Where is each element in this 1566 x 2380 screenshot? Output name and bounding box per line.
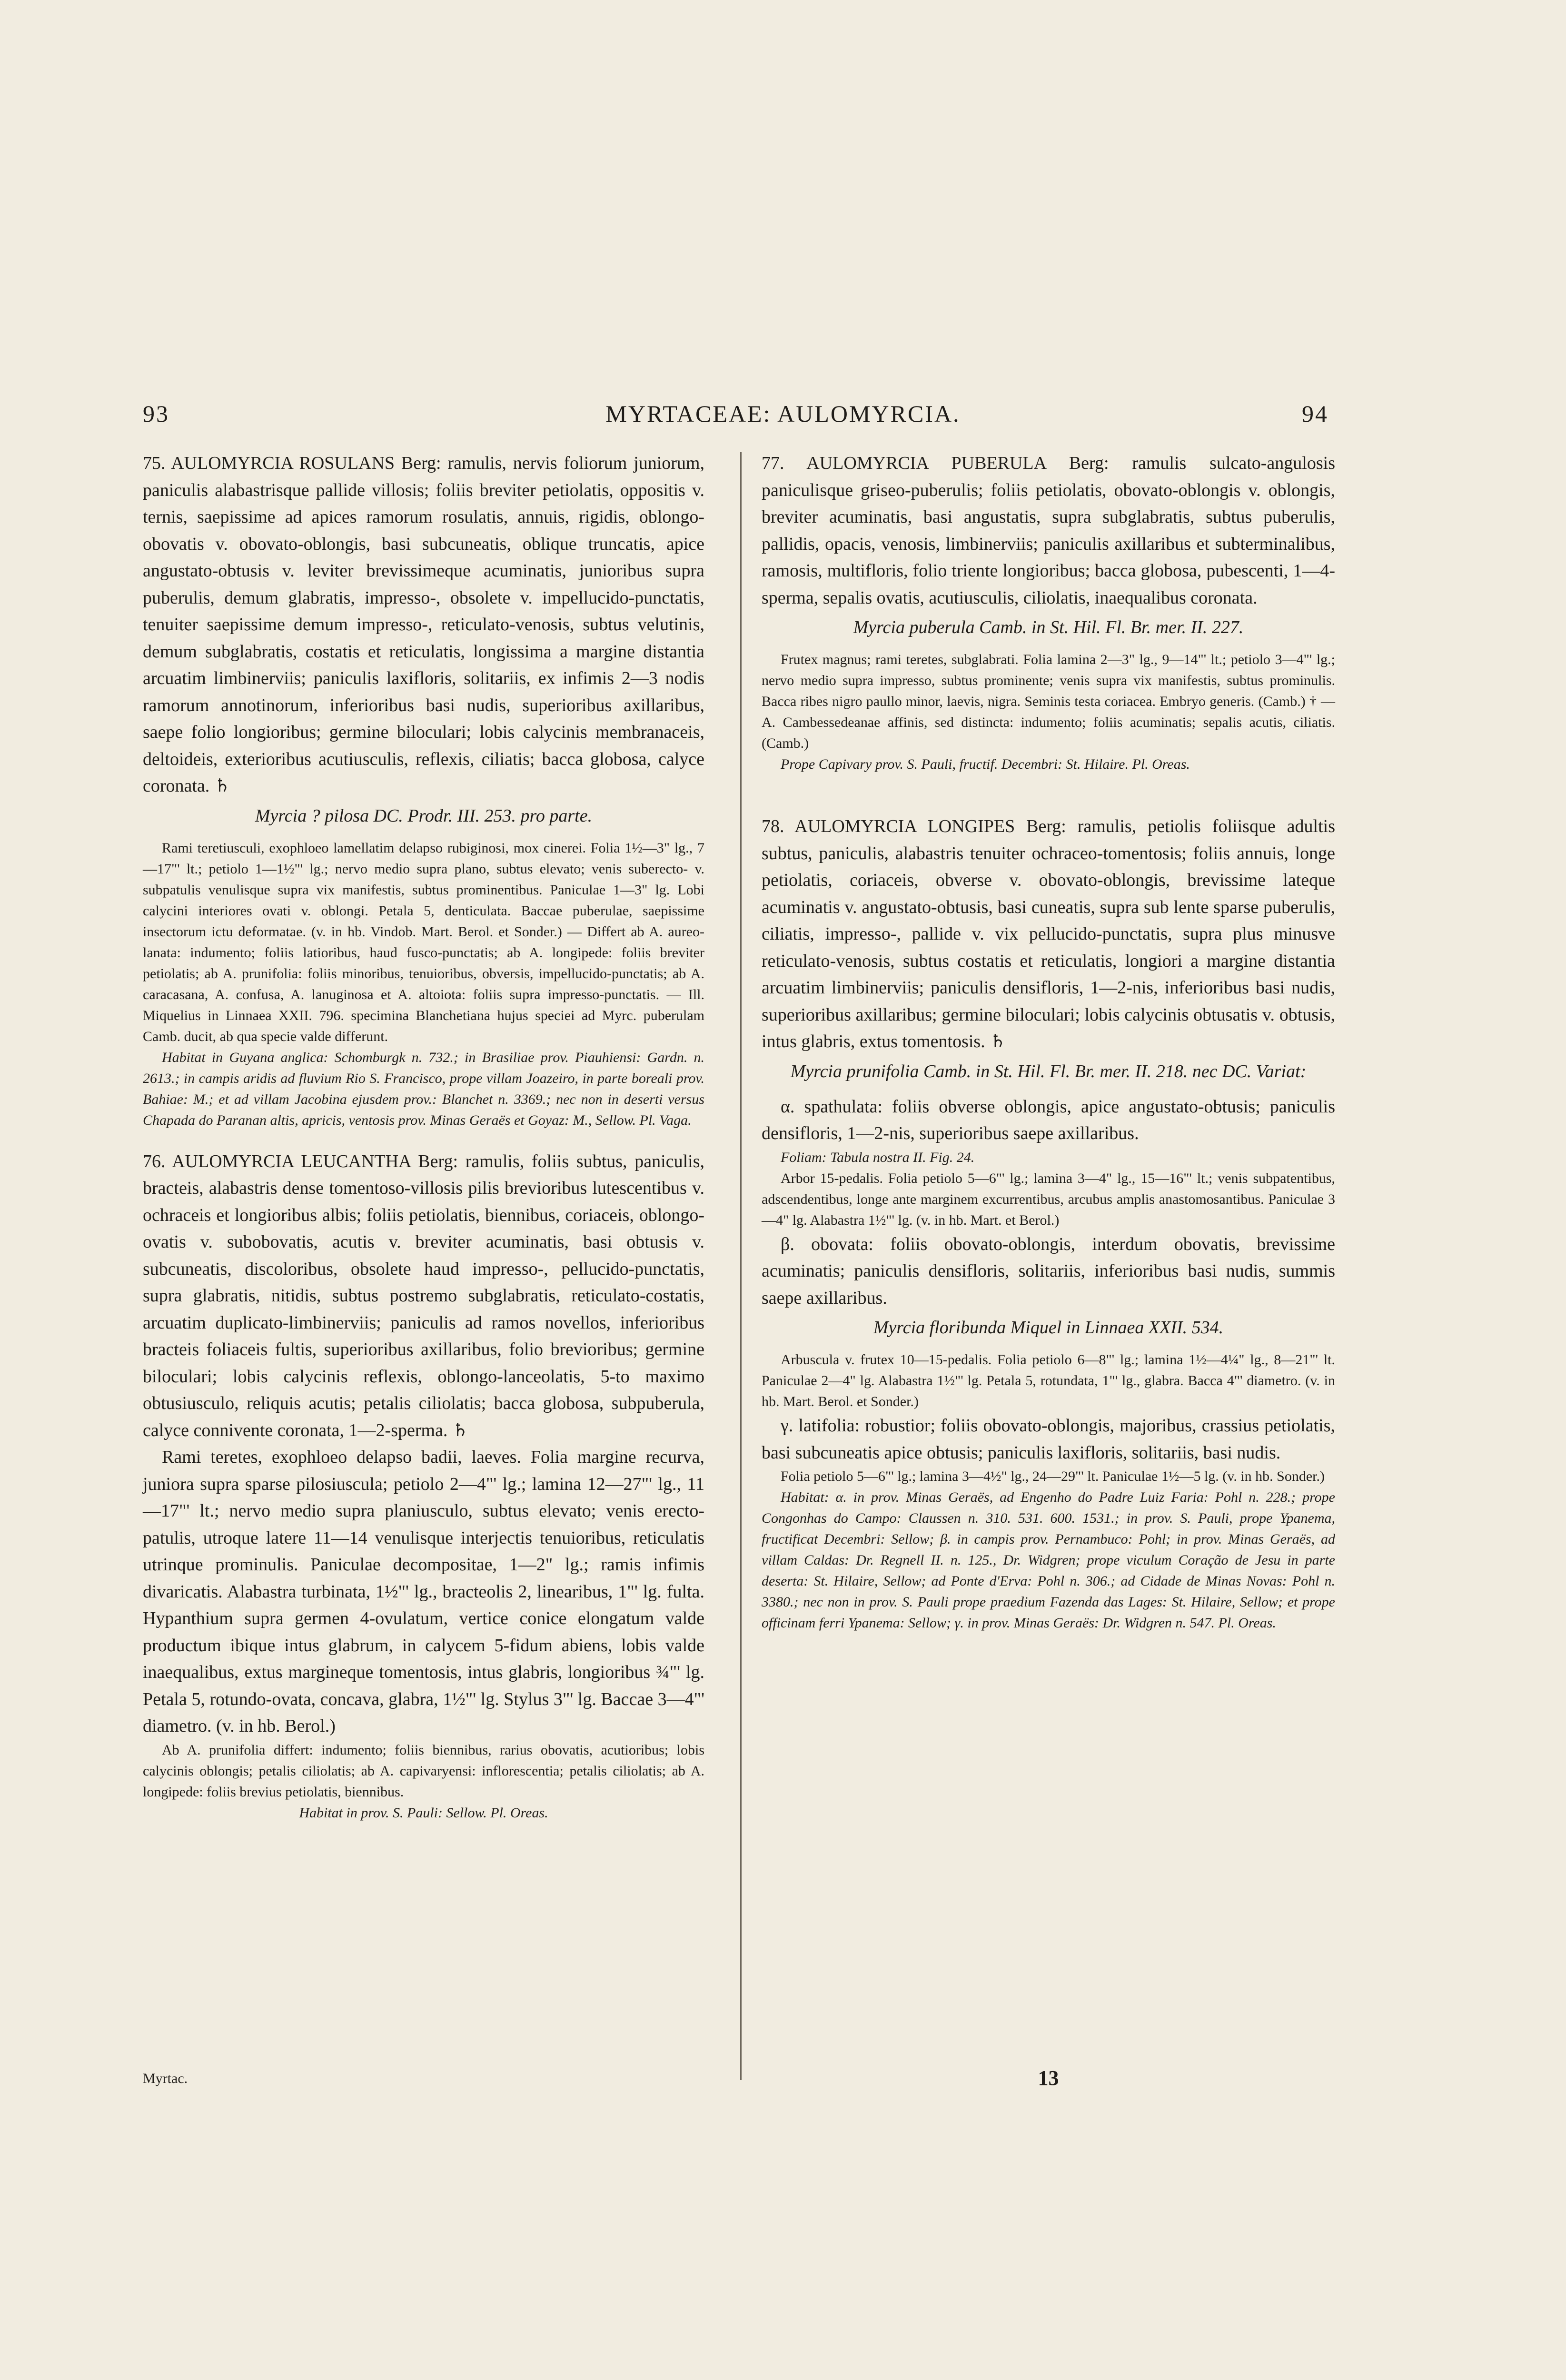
page-number-left: 93	[143, 400, 169, 427]
paragraph-c78b: Myrcia floribunda Miquel in Linnaea XXII. 534.	[873, 1318, 1224, 1338]
paragraph-d78a: Arbor 15-pedalis. Folia petiolo 5—6"' lg.; lamina 3—4" lg., 15—16"' lt.; venis subpatentibus, adscendentibus, longe ante marginem excurrentibus, arcubus amplis anastomosantibus. Paniculae 3—4" lg. Alabastra 1½"' lg. (v. in hb. Mart. et Berol.)	[762, 1170, 1335, 1228]
left-column	[143, 450, 704, 1824]
paragraph-d78b: Arbuscula v. frutex 10—15-pedalis. Folia petiolo 6—8"' lg.; lamina 1½—4¼" lg., 8—21"' lt. Paniculae 2—4" lg. Alabastra 1½"' lg. Petala 5, rotundata, 1"' lg., glabra. Bacca 4"' diametro. (v. in hb. Mart. Berol. et Sonder.)	[762, 1352, 1335, 1409]
paragraph-h77: Prope Capivary prov. S. Pauli, fructif. Decembri: St. Hilaire. Pl. Oreas.	[781, 756, 1190, 772]
paragraph-d75: Rami teretiusculi, exophloeo lamellatim delapso rubiginosi, mox cinerei. Folia 1½—3" lg., 7—17"' lt.; petiolo 1—1½"' lg.; nervo medio supra plano, subtus elevato; venis suberecto- v. subpatulis venulisque supra vix manifestis, subtus prominentibus. Paniculae 1—3" lg. Lobi calycini interiores ovati v. oblongi. Petala 5, denticulata. Baccae puberulae, saepissime insectorum ictu deformatae. (v. in hb. Vindob. Mart. Berol. et Sonder.) — Differt ab A. aureo-lanata: indumento; foliis latioribus, haud fusco-punctatis; ab A. longipede: foliis breviter petiolatis; ab A. prunifolia: foliis minoribus, tenuioribus, obversis, impellucido-punctatis; ab A. caracasana, A. confusa, A. lanuginosa et A. altoiota: foliis supra impresso-punctatis. — Ill. Miquelius in Linnaea XXII. 796. specimina Blanchetiana hujus speciei ad Myrc. puberulam Camb. ducit, ab qua specie valde differunt.	[143, 840, 704, 1044]
paragraph-d78c: Folia petiolo 5—6"' lg.; lamina 3—4½" lg., 24—29"' lt. Paniculae 1½—5 lg. (v. in hb. Sonder.)	[781, 1468, 1325, 1484]
sheet-number: 13	[1038, 2066, 1059, 2090]
paragraph-d76a: Rami teretes, exophloeo delapso badii, laeves. Folia margine recurva, juniora supra sparse pilosiuscula; petiolo 2—4"' lg.; lamina 12—27"' lg., 11—17"' lt.; nervo medio supra planiusculo, subtus elevato; venis erecto-patulis, utroque latere 11—14 venulisque interjectis tenuioribus, reticulatis utrinque prominulis. Paniculae decompositae, 1—2" lg.; ramis infimis divaricatis. Alabastra turbinata, 1½"' lg., bracteolis 2, linearibus, 1"' lg. fulta. Hypanthium supra germen 4-ovulatum, vertice conice elongatum valde productum ibique intus glabrum, in calycem 5-fidum abiens, lobis valde inaequalibus, extus margineque tomentosis, intus glabris, longioribus ¾"' lg. Petala 5, rotundo-ovata, concava, glabra, 1½"' lg. Stylus 3"' lg. Baccae 3—4"' diametro. (v. in hb. Berol.)	[143, 1447, 704, 1736]
page-number-right: 94	[1302, 400, 1328, 427]
right-column	[762, 450, 1335, 1634]
column-divider	[740, 452, 742, 2080]
paragraph-c78: Myrcia prunifolia Camb. in St. Hil. Fl. Br. mer. II. 218. nec DC. Variat:	[790, 1061, 1307, 1081]
paragraph-b78: β. obovata: foliis obovato-oblongis, interdum obovatis, brevissime acuminatis; paniculis densifloris, solitariis, inferioribus basi nudis, summis saepe axillaribus.	[762, 1234, 1335, 1308]
paragraph-d76b: Ab A. prunifolia differt: indumento; foliis biennibus, rarius obovatis, acutioribus; lobis calycinis oblongis; petalis ciliolatis; ab A. capivaryensi: inflorescentia; petalis ciliolatis; ab A. longipede: foliis brevius petiolatis, biennibus.	[143, 1742, 704, 1800]
paragraph-f78: Foliam: Tabula nostra II. Fig. 24.	[781, 1149, 975, 1165]
paragraph-c77: Myrcia puberula Camb. in St. Hil. Fl. Br. mer. II. 227.	[853, 617, 1244, 637]
paragraph-s76: 76. AULOMYRCIA LEUCANTHA Berg: ramulis, foliis subtus, paniculis, bracteis, alabastris dense tomentoso-villosis pilis brevioribus lutescentibus v. ochraceis et longioribus albis; foliis petiolatis, biennibus, coriaceis, oblongo-ovatis v. subobovatis, acutis v. breviter acuminatis, basi obtusis v. subcuneatis, discoloribus, obsolete haud impresso-, pellucido-punctatis, supra glabratis, nitidis, subtus postremo subglabratis, reticulato-costatis, arcuatim duplicato-limbinerviis; paniculis ad ramos novellos, inferioribus bracteis foliaceis fultis, superioribus axillaribus, folio brevioribus; germine biloculari; lobis calycinis reflexis, oblongo-lanceolatis, 5-to maximo obtusiusculo, reliquis acutis; petalis ciliolatis; bacca globosa, subpuberula, calyce connivente coronata, 1—2-sperma. ♄	[143, 1151, 704, 1440]
running-title: MYRTACEAE: AULOMYRCIA.	[605, 400, 961, 427]
paragraph-d77: Frutex magnus; rami teretes, subglabrati. Folia lamina 2—3" lg., 9—14"' lt.; petiolo 3—4"' lg.; nervo medio supra impresso, subtus prominente; venis supra vix manifestis, subtus prominulis. Bacca ribes nigro paullo minor, laevis, nigra. Seminis testa coriacea. Embryo generis. (Camb.) † — A. Cambessedeanae affinis, sed distincta: indumento; foliis acuminatis; sepalis acutis, ciliatis. (Camb.)	[762, 652, 1335, 751]
paragraph-h76: Habitat in prov. S. Pauli: Sellow. Pl. Oreas.	[299, 1805, 548, 1821]
paragraph-s75: 75. AULOMYRCIA ROSULANS Berg: ramulis, nervis foliorum juniorum, paniculis alabastrisque pallide villosis; foliis breviter petiolatis, oppositis v. ternis, saepissime ad apices ramorum rosulatis, annuis, rigidis, oblongo-obovatis v. obovato-oblongis, basi subcuneatis, oblique truncatis, apice angustato-obtusis v. leviter brevissimeque acuminatis, junioribus supra puberulis, demum glabratis, impresso-, obsolete v. impellucido-punctatis, tenuiter saepissime demum impresso-, reticulato-venosis, subtus velutinis, demum subglabratis, costatis et reticulatis, longissima a margine distantia arcuatim limbinerviis; paniculis laxifloris, solitariis, ex infimis 2—3 nodis ramorum annotinorum, inferioribus basi nudis, superioribus axillaribus, saepe folio longioribus; germine biloculari; lobis calycinis membranaceis, deltoideis, exterioribus acutiusculis, reflexis, ciliatis; bacca globosa, calyce coronata. ♄	[143, 453, 704, 796]
paragraph-s77: 77. AULOMYRCIA PUBERULA Berg: ramulis sulcato-angulosis paniculisque griseo-puberulis; foliis petiolatis, obovato-oblongis v. oblongis, breviter acuminatis, basi angustatis, supra subglabratis, subtus puberulis, pallidis, opacis, venosis, limbinerviis; paniculis axillaribus et subterminalibus, ramosis, multifloris, folio triente longioribus; bacca globosa, pubescenti, 1—4-sperma, sepalis ovatis, acutiusculis, ciliolatis, inaequalibus coronata.	[762, 453, 1335, 608]
signature-mark: Myrtac.	[143, 2071, 188, 2086]
paragraph-g78: γ. latifolia: robustior; foliis obovato-oblongis, majoribus, crassius petiolatis, basi subcuneatis apice obtusis; paniculis laxifloris, solitariis, basi nudis.	[762, 1416, 1335, 1463]
paragraph-c75: Myrcia ? pilosa DC. Prodr. III. 253. pro parte.	[255, 805, 593, 826]
paragraph-a78: α. spathulata: foliis obverse oblongis, apice angustato-obtusis; paniculis densifloris, 1—2-nis, superioribus saepe axillaribus.	[762, 1096, 1335, 1143]
paragraph-h78: Habitat: α. in prov. Minas Geraës, ad Engenho do Padre Luiz Faria: Pohl n. 228.; prope Congonhas do Campo: Claussen n. 310. 531. 600. 1531.; in prov. S. Pauli, prope Ypanema, fructificat Decembri: Sellow; β. in campis prov. Pernambuco: Pohl; in prov. Minas Geraës, ad villam Caldas: Dr. Regnell II. n. 125., Dr. Widgren; prope viculum Coração de Jesu in parte deserta: St. Hilaire, Sellow; ad Ponte d'Erva: Pohl n. 306.; ad Cidade de Minas Novas: Pohl n. 3380.; nec non in prov. S. Pauli prope praedium Fazenda das Lages: St. Hilaire, Sellow; et prope officinam ferri Ypanema: Sellow; γ. in prov. Minas Geraës: Dr. Widgren n. 547. Pl. Oreas.	[762, 1489, 1335, 1631]
paragraph-h75: Habitat in Guyana anglica: Schomburgk n. 732.; in Brasiliae prov. Piauhiensi: Gardn. n. 2613.; in campis aridis ad fluvium Rio S. Francisco, prope villam Joazeiro, in parte boreali prov. Bahiae: M.; et ad villam Jacobina ejusdem prov.: Blanchet n. 3369.; nec non in deserti versus Chapada do Paranan altis, apricis, ventosis prov. Minas Geraës et Goyaz: M., Sellow. Pl. Vaga.	[143, 1049, 704, 1128]
paragraph-s78: 78. AULOMYRCIA LONGIPES Berg: ramulis, petiolis foliisque adultis subtus, paniculis, alabastris tenuiter ochraceo-tomentosis; foliis annuis, longe petiolatis, coriaceis, obverse v. obovato-oblongis, brevissime lateque acuminatis v. angustato-obtusis, basi cuneatis, supra sub lente sparse puberulis, ciliatis, impresso-, pallide v. vix pellucido-punctatis, supra plus minusve reticulato-venosis, subtus costatis et reticulatis, longiori a margine distantia arcuatim limbinerviis; paniculis densifloris, 1—2-nis, inferioribus basi nudis, superioribus axillaribus; germine biloculari; lobis calycinis obtusatis v. obtusis, intus glabris, extus tomentosis. ♄	[762, 816, 1335, 1051]
